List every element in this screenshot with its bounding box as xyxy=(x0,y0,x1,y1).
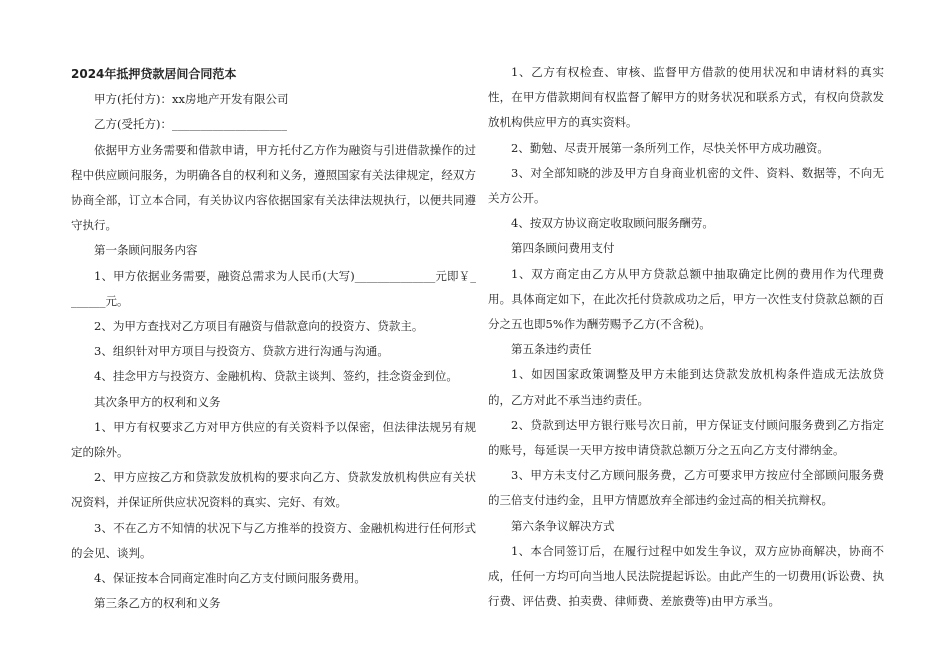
document-title: 2024年抵押贷款居间合同范本 xyxy=(71,67,237,81)
section-6-item-1: 1、本合同签订后，在履行过程中如发生争议，双方应协商解决，协商不成，任何一方均可向当地人民法院提起诉讼。由此产生的一切费用(诉讼费、执行费、评估费、拍卖费、律师费、差旅费等)由甲方承当。 xyxy=(488,543,884,609)
section-5-heading: 第五条违约责任 xyxy=(511,342,592,357)
section-1-item-2: 2、为甲方查找对乙方项目有融资与借款意向的投资方、贷款主。 xyxy=(94,319,424,334)
section-3-item-2: 2、勤勉、尽责开展第一条所列工作，尽快关怀甲方成功融资。 xyxy=(511,140,829,155)
party-b: 乙方(受托方)：____________________ xyxy=(94,117,287,132)
section-2-item-1: 1、甲方有权要求乙方对甲方供应的有关资料予以保密，但法律法规另有规定的除外。 xyxy=(71,419,476,460)
right-paragraphs xyxy=(488,60,884,614)
section-5-item-2: 2、贷款到达甲方银行账号次日前，甲方保证支付顾问服务费到乙方指定的账号，每延误一天甲方按申请贷款总额万分之五向乙方支付滞纳金。 xyxy=(488,417,884,458)
section-2-item-2: 2、甲方应按乙方和贷款发放机构的要求向乙方、贷款发放机构供应有关状况资料，并保证所供应状况资料的真实、完好、有效。 xyxy=(71,470,476,510)
section-1-item-3: 3、组织针对甲方项目与投资方、贷款方进行沟通与沟通。 xyxy=(94,344,389,359)
section-3-item-1: 1、乙方有权检查、审核、监督甲方借款的使用状况和申请材料的真实性，在甲方借款期间有权监督了解甲方的财务状况和联系方式，有权向贷款发放机构供应甲方的真实资料。 xyxy=(488,65,884,130)
preamble: 依据甲方业务需要和借款申请，甲方托付乙方作为融资与引进借款操作的过程中供应顾问服务，为明确各自的权利和义务，遵照国家有关法律规定，经双方协商全部，订立本合同，有关协议内容依据国家有关法律法规执行，以便共同遵守执行。 xyxy=(71,142,476,233)
section-1-item-1: 1、甲方依据业务需要，融资总需求为人民币(大写)______________元即￥_______元。 xyxy=(71,268,476,308)
section-5-item-1: 1、如因国家政策调整及甲方未能到达贷款发放机构条件造成无法放贷的，乙方对此不承当违约责任。 xyxy=(488,367,884,407)
section-1-item-4: 4、挂念甲方与投资方、金融机构、贷款主谈判、签约，挂念资金到位。 xyxy=(94,369,458,384)
section-2-heading: 其次条甲方的权利和义务 xyxy=(94,394,221,409)
section-2-item-4: 4、保证按本合同商定准时向乙方支付顾问服务费用。 xyxy=(94,571,366,586)
section-6-heading: 第六条争议解决方式 xyxy=(511,518,615,533)
section-2-item-3: 3、不在乙方不知情的状况下与乙方推举的投资方、金融机构进行任何形式的会见、谈判。 xyxy=(71,520,476,560)
section-3-item-4: 4、按双方协议商定收取顾问服务酬劳。 xyxy=(511,216,714,231)
party-a: 甲方(托付方)：xx房地产开发有限公司 xyxy=(94,92,289,107)
left-column xyxy=(71,62,476,616)
section-5-item-3: 3、甲方未支付乙方顾问服务费，乙方可要求甲方按应付全部顾问服务费的三倍支付违约金，且甲方情愿放弃全部违约金过高的相关抗辩权。 xyxy=(488,468,884,508)
section-3-item-3: 3、对全部知晓的涉及甲方自身商业机密的文件、资料、数据等，不向无关方公开。 xyxy=(488,165,884,206)
section-1-heading: 第一条顾问服务内容 xyxy=(94,243,198,258)
section-4-heading: 第四条顾问费用支付 xyxy=(511,241,615,256)
section-3-heading: 第三条乙方的权利和义务 xyxy=(94,596,221,611)
right-column xyxy=(488,60,884,614)
section-4-item-1: 1、双方商定由乙方从甲方贷款总额中抽取确定比例的费用作为代理费用。具体商定如下，在此次托付贷款成功之后，甲方一次性支付贷款总额的百分之五也即5%作为酬劳赐予乙方(不含税)。 xyxy=(488,266,884,332)
left-paragraphs xyxy=(71,87,476,616)
